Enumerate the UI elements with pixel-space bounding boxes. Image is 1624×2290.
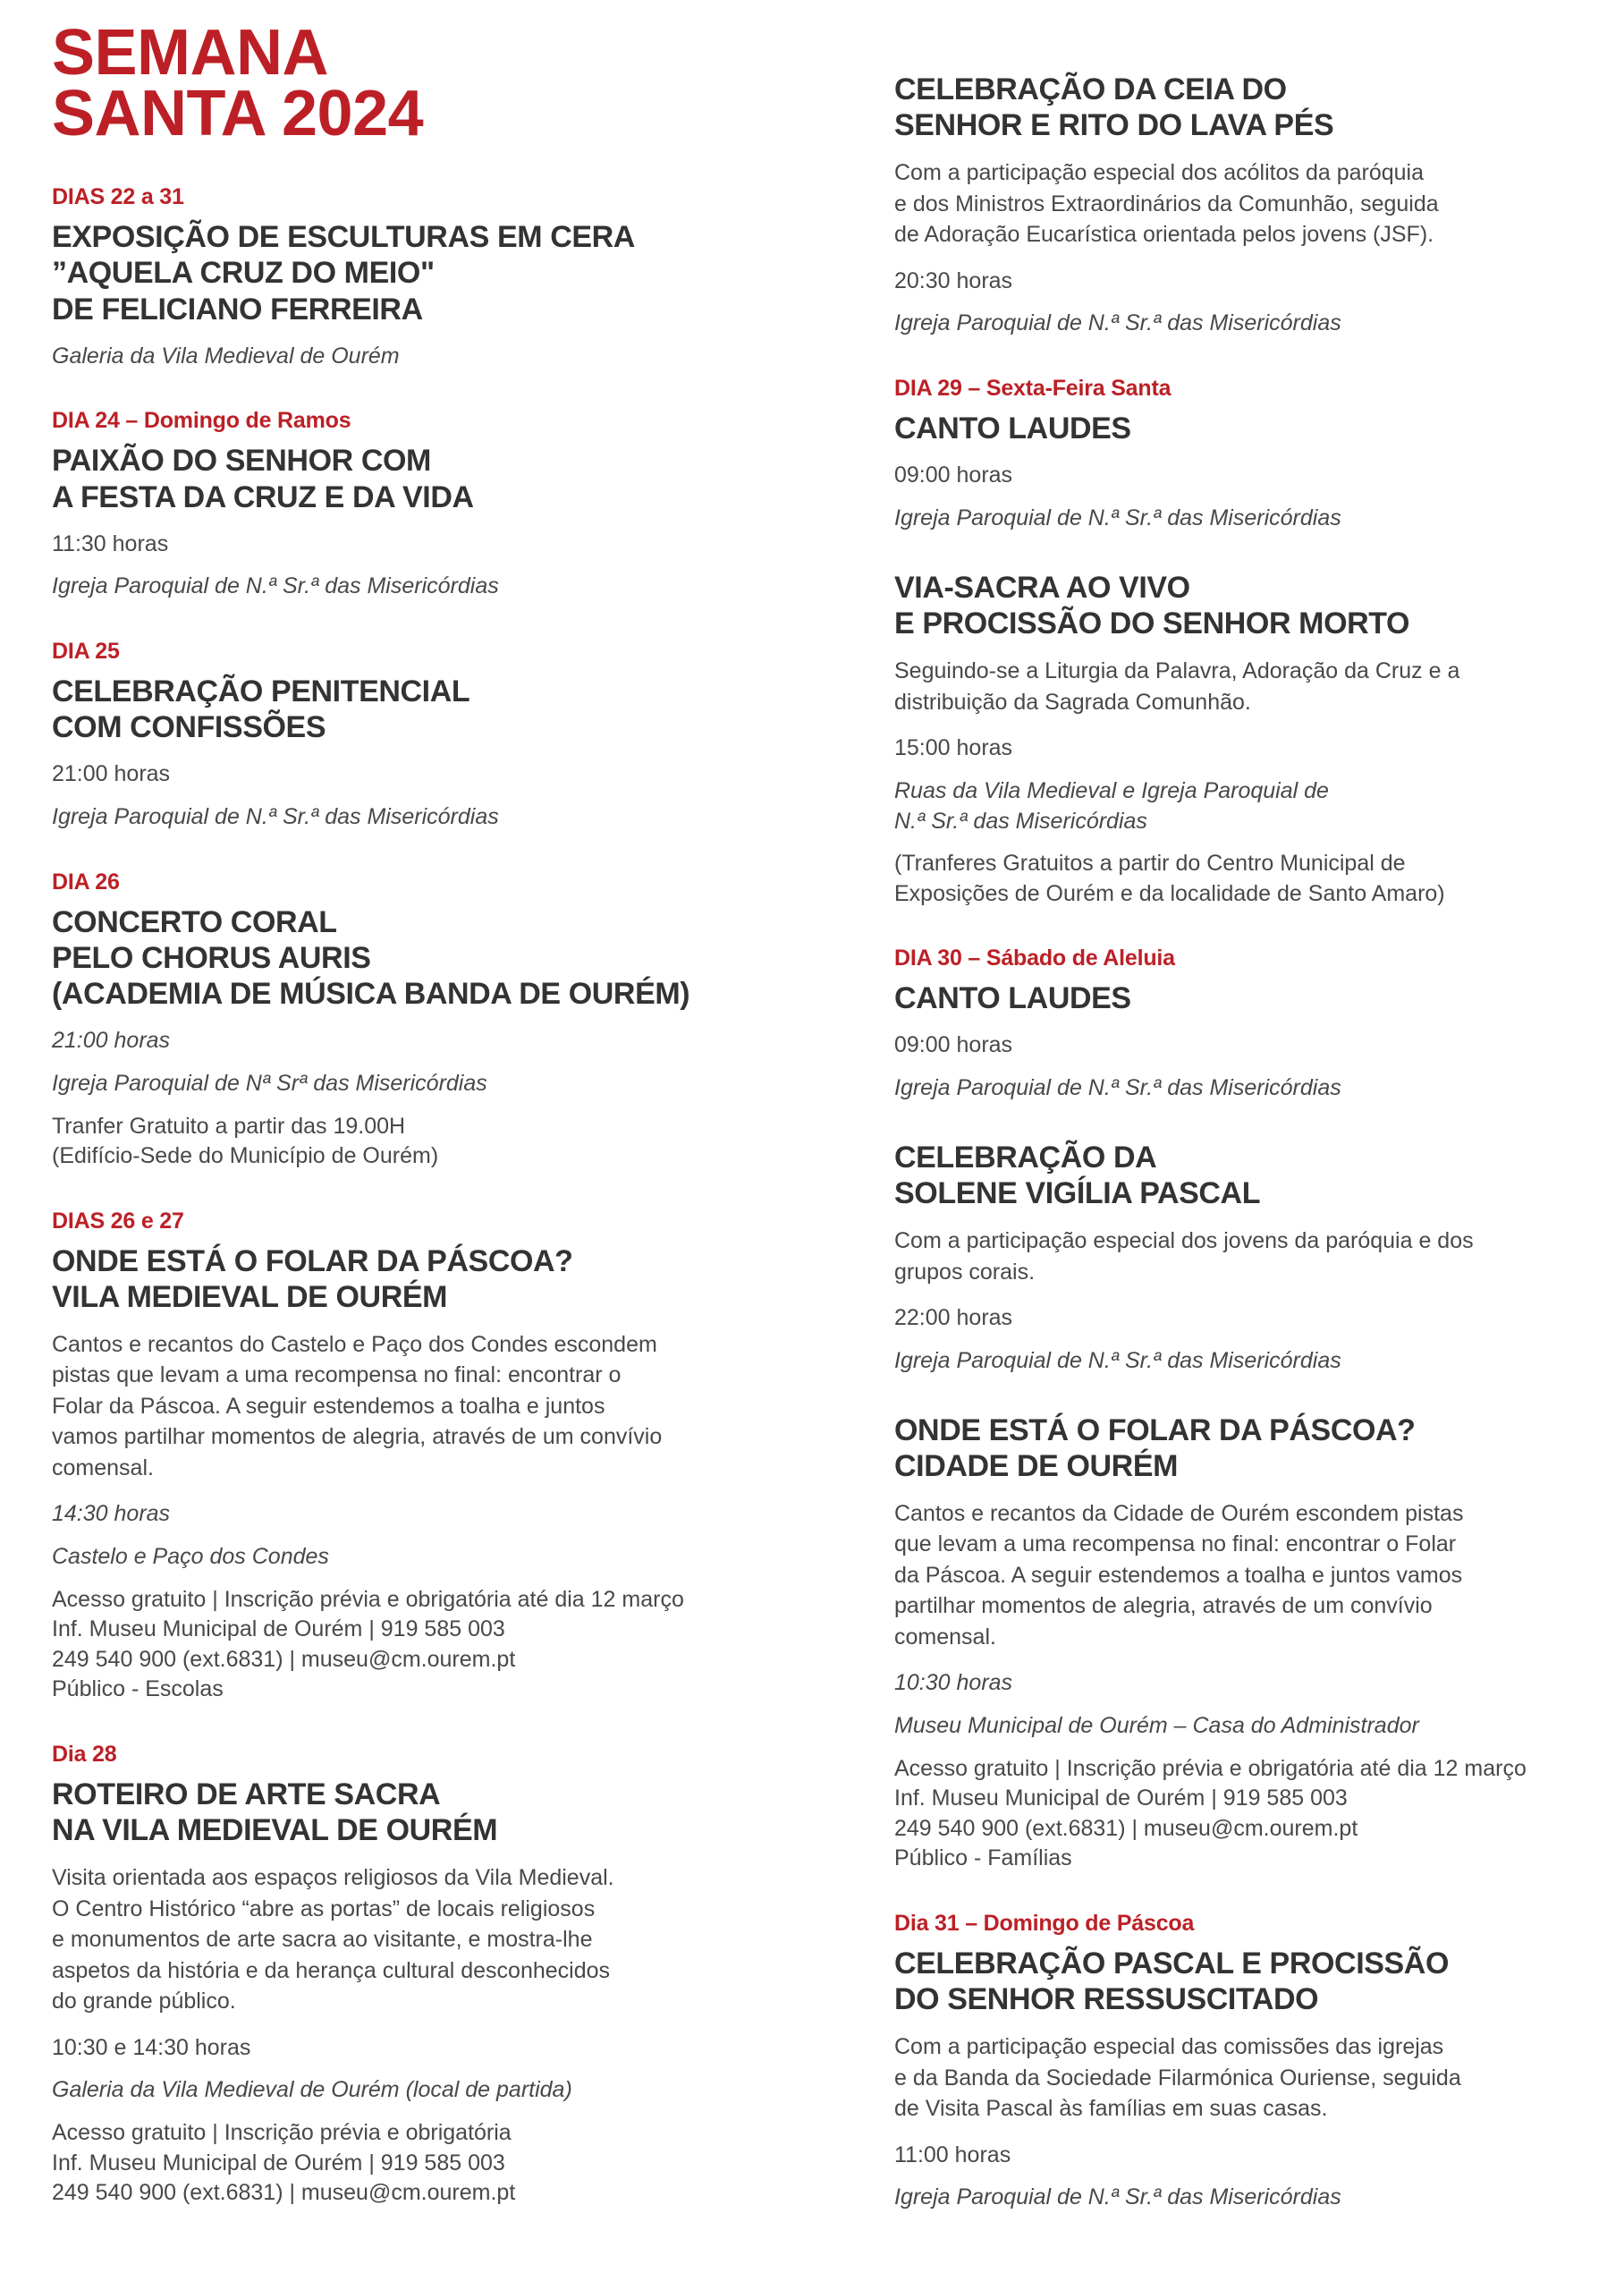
event-description-line-3: aspetos da história e da herança cultural desconhecidos [52, 1957, 611, 1983]
event-note-line-1: (Edifício-Sede do Município de Ourém) [52, 1143, 439, 1169]
event-block [52, 407, 803, 602]
event-title-line-0: ONDE ESTÁ O FOLAR DA PÁSCOA? [894, 1412, 1416, 1447]
event-time: 21:00 horas [52, 1028, 171, 1054]
event-description-line-0: Visita orientada aos espaços religiosos da Vila Medieval. [52, 1865, 614, 1891]
event-subtitle: (ACADEMIA DE MÚSICA BANDA DE OURÉM) [52, 977, 690, 1012]
event-block [52, 869, 803, 1172]
event-block [894, 72, 1601, 339]
event-info [52, 1585, 803, 1705]
event-description [894, 656, 1601, 717]
event-title [52, 443, 803, 514]
event-title-line-1: ”AQUELA CRUZ DO MEIO" [52, 256, 435, 291]
event-description-line-1: e da Banda da Sociedade Filarmónica Ouriense, seguida [894, 2065, 1461, 2091]
event-title [894, 72, 1601, 143]
event-description [894, 157, 1601, 250]
event-location-line-1: N.ª Sr.ª das Misericórdias [894, 808, 1147, 834]
event-title-line-1: VILA MEDIEVAL DE OURÉM [52, 1279, 448, 1314]
event-description-line-0: Com a participação especial dos jovens da paróquia e dos [894, 1228, 1474, 1254]
event-description-line-0: Cantos e recantos da Cidade de Ourém escondem pistas [894, 1500, 1464, 1526]
event-title [894, 411, 1601, 446]
event-title [52, 1243, 803, 1315]
event-info-line-2: 249 540 900 (ext.6831) | museu@cm.ourem.pt [52, 2180, 516, 2206]
event-title-line-0: CELEBRAÇÃO PASCAL E PROCISSÃO [894, 1946, 1449, 1980]
event-description-line-1: e dos Ministros Extraordinários da Comunhão, seguida [894, 191, 1439, 216]
event-day-label: DIAS 22 a 31 [52, 184, 184, 210]
event-location-line-0: Igreja Paroquial de N.ª Sr.ª das Misericórdias [52, 804, 499, 830]
event-title [52, 904, 803, 1012]
event-location-line-0: Igreja Paroquial de N.ª Sr.ª das Misericórdias [894, 505, 1341, 531]
event-info-line-0: Acesso gratuito | Inscrição prévia e obrigatória [52, 2120, 512, 2146]
event-title-line-0: CELEBRAÇÃO PENITENCIAL [52, 674, 470, 709]
event-info-line-1: Inf. Museu Municipal de Ourém | 919 585 003 [52, 2150, 505, 2176]
event-description-line-0: Seguindo-se a Liturgia da Palavra, Adoração da Cruz e a [894, 658, 1460, 684]
event-title-line-0: EXPOSIÇÃO DE ESCULTURAS EM CERA [52, 220, 635, 255]
event-info-line-2: 249 540 900 (ext.6831) | museu@cm.ourem.pt [894, 1815, 1358, 1841]
event-description-line-3: partilhar momentos de alegria, através de um convívio [894, 1593, 1433, 1619]
event-location-line-0: Igreja Paroquial de N.ª Sr.ª das Misericórdias [52, 573, 499, 599]
event-title [894, 980, 1601, 1016]
event-location [894, 1711, 1601, 1742]
event-time: 09:00 horas [894, 1032, 1013, 1058]
event-description-line-3: vamos partilhar momentos de alegria, através de um convívio [52, 1424, 663, 1450]
event-time: 10:30 e 14:30 horas [52, 2034, 251, 2060]
event-location-line-0: Ruas da Vila Medieval e Igreja Paroquial de [894, 777, 1329, 803]
event-block [52, 183, 803, 371]
event-block [52, 638, 803, 833]
event-description-line-2: de Visita Pascal às famílias em suas casas. [894, 2096, 1328, 2122]
event-location-line-0: Igreja Paroquial de N.ª Sr.ª das Misericórdias [894, 1075, 1341, 1101]
event-day-label: Dia 28 [52, 1741, 117, 1767]
event-title-line-0: CONCERTO CORAL [52, 904, 337, 939]
left-events-list [52, 183, 803, 2208]
event-info-line-0: Acesso gratuito | Inscrição prévia e obrigatória até dia 12 março [894, 1755, 1527, 1781]
left-column [52, 0, 803, 2209]
event-title [894, 1140, 1601, 1211]
event-location-line-0: Igreja Paroquial de N.ª Sr.ª das Misericórdias [894, 310, 1341, 336]
event-block [52, 1741, 803, 2209]
event-location [52, 572, 803, 602]
event-location [894, 1073, 1601, 1104]
event-description-line-4: do grande público. [52, 1989, 236, 2014]
event-day-label: DIA 30 – Sábado de Aleluia [894, 946, 1175, 971]
event-title [894, 1946, 1601, 2017]
event-info-line-3: Público - Escolas [52, 1676, 224, 1702]
event-location [52, 1542, 803, 1573]
event-time: 09:00 horas [894, 462, 1013, 488]
event-title-line-0: CELEBRAÇÃO DA [894, 1140, 1157, 1175]
event-time: 22:00 horas [894, 1305, 1013, 1331]
event-info-line-1: Inf. Museu Municipal de Ourém | 919 585 003 [52, 1616, 505, 1642]
event-title-line-2: DE FELICIANO FERREIRA [52, 292, 423, 327]
event-location [894, 504, 1601, 534]
event-location [894, 309, 1601, 339]
event-title-line-1: DO SENHOR RESSUSCITADO [894, 1981, 1319, 2016]
right-column [894, 0, 1601, 2226]
event-day-label: DIA 24 – Domingo de Ramos [52, 408, 351, 434]
event-location-line-0: Museu Municipal de Ourém – Casa do Administrador [894, 1713, 1419, 1739]
event-note [894, 849, 1601, 909]
event-description-line-1: que levam a uma recompensa no final: encontrar o Folar [894, 1531, 1457, 1557]
event-title-line-0: PAIXÃO DO SENHOR COM [52, 444, 431, 479]
event-title-line-1: PELO CHORUS AURIS [52, 940, 371, 975]
event-location-line-0: Galeria da Vila Medieval de Ourém [52, 343, 400, 369]
event-note [52, 1112, 803, 1172]
event-note-line-0: Tranfer Gratuito a partir das 19.00H [52, 1113, 406, 1139]
event-description-line-2: de Adoração Eucarística orientada pelos jovens (JSF). [894, 222, 1434, 248]
event-title [894, 1412, 1601, 1484]
event-title-line-1: E PROCISSÃO DO SENHOR MORTO [894, 606, 1410, 640]
event-time: 11:30 horas [52, 530, 169, 556]
event-block [894, 1140, 1601, 1377]
event-time: 15:00 horas [894, 735, 1013, 761]
event-note-line-1: Exposições de Ourém e da localidade de Santo Amaro) [894, 880, 1445, 906]
event-title-line-0: CANTO LAUDES [894, 411, 1131, 446]
event-description-line-0: Cantos e recantos do Castelo e Paço dos Condes escondem [52, 1331, 657, 1357]
event-title-line-0: ROTEIRO DE ARTE SACRA [52, 1777, 441, 1811]
event-description-line-1: O Centro Histórico “abre as portas” de locais religiosos [52, 1896, 596, 1921]
event-location-line-0: Igreja Paroquial de N.ª Sr.ª das Misericórdias [894, 2184, 1341, 2210]
event-title [52, 219, 803, 327]
right-events-list [894, 72, 1601, 2213]
page-title-line-0: SEMANA [52, 17, 329, 89]
event-location-line-0: Galeria da Vila Medieval de Ourém (local de partida) [52, 2077, 572, 2103]
event-day-label: DIA 29 – Sexta-Feira Santa [894, 376, 1171, 402]
event-description-line-1: distribuição da Sagrada Comunhão. [894, 689, 1251, 715]
event-block [52, 1208, 803, 1705]
event-time: 14:30 horas [52, 1501, 171, 1527]
event-info-line-0: Acesso gratuito | Inscrição prévia e obrigatória até dia 12 março [52, 1586, 684, 1612]
event-day-label: Dia 31 – Domingo de Páscoa [894, 1910, 1195, 1936]
event-description-line-1: grupos corais. [894, 1259, 1036, 1285]
event-location-line-0: Castelo e Paço dos Condes [52, 1544, 329, 1570]
event-info [894, 1754, 1601, 1874]
event-description-line-0: Com a participação especial dos acólitos da paróquia [894, 160, 1425, 186]
event-location-line-0: Igreja Paroquial de Nª Srª das Misericórdias [52, 1070, 487, 1096]
event-block [894, 1910, 1601, 2213]
event-info [52, 2118, 803, 2209]
event-info-line-1: Inf. Museu Municipal de Ourém | 919 585 003 [894, 1785, 1348, 1811]
event-day-label: DIA 26 [52, 869, 120, 895]
event-day-label: DIAS 26 e 27 [52, 1208, 184, 1234]
event-description-line-2: e monumentos de arte sacra ao visitante, e mostra-lhe [52, 1927, 593, 1953]
event-title-line-1: CIDADE DE OURÉM [894, 1448, 1179, 1483]
event-title-line-0: CELEBRAÇÃO DA CEIA DO [894, 72, 1287, 106]
event-description [52, 1862, 803, 2017]
event-description-line-1: pistas que levam a uma recompensa no final: encontrar o [52, 1362, 622, 1388]
event-title-line-0: VIA-SACRA AO VIVO [894, 570, 1190, 605]
event-block [894, 570, 1601, 909]
event-description [894, 1498, 1601, 1653]
event-title-line-1: SENHOR E RITO DO LAVA PÉS [894, 108, 1334, 143]
event-block [894, 945, 1601, 1104]
event-block [894, 375, 1601, 534]
event-location [52, 2075, 803, 2106]
event-time: 11:00 horas [894, 2142, 1011, 2167]
event-title-line-1: NA VILA MEDIEVAL DE OURÉM [52, 1813, 498, 1848]
page-title [52, 17, 803, 149]
event-description-line-2: Folar da Páscoa. A seguir estendemos a toalha e juntos [52, 1393, 605, 1419]
event-info-line-3: Público - Famílias [894, 1845, 1072, 1871]
event-description-line-2: da Páscoa. A seguir estendemos a toalha e juntos vamos [894, 1562, 1463, 1588]
event-block [894, 1412, 1601, 1874]
event-description-line-4: comensal. [52, 1455, 154, 1480]
event-title-line-1: SOLENE VIGÍLIA PASCAL [894, 1176, 1261, 1211]
event-title-line-1: A FESTA DA CRUZ E DA VIDA [52, 479, 474, 514]
event-location [894, 776, 1601, 837]
event-time: 10:30 horas [894, 1670, 1013, 1696]
event-description-line-4: comensal. [894, 1624, 996, 1650]
event-description [52, 1329, 803, 1484]
event-location [894, 1346, 1601, 1377]
event-note-line-0: (Tranferes Gratuitos a partir do Centro Municipal de [894, 851, 1406, 877]
event-title [52, 1777, 803, 1848]
event-title [52, 674, 803, 745]
event-title [894, 570, 1601, 641]
event-time: 21:00 horas [52, 761, 171, 787]
event-location-line-0: Igreja Paroquial de N.ª Sr.ª das Misericórdias [894, 1347, 1341, 1373]
event-title-line-1: COM CONFISSÕES [52, 710, 326, 745]
event-description-line-0: Com a participação especial das comissões das igrejas [894, 2034, 1444, 2060]
event-description [894, 1226, 1601, 1287]
event-location [52, 802, 803, 833]
event-location [52, 1069, 803, 1099]
event-description [894, 2031, 1601, 2125]
page-title-line-1: SANTA 2024 [52, 77, 424, 149]
event-info-line-2: 249 540 900 (ext.6831) | museu@cm.ourem.pt [52, 1646, 516, 1672]
event-time: 20:30 horas [894, 267, 1013, 293]
event-location [52, 342, 803, 372]
event-location [894, 2183, 1601, 2213]
event-title-line-0: CANTO LAUDES [894, 981, 1131, 1016]
event-title-line-0: ONDE ESTÁ O FOLAR DA PÁSCOA? [52, 1243, 573, 1278]
event-day-label: DIA 25 [52, 639, 120, 665]
